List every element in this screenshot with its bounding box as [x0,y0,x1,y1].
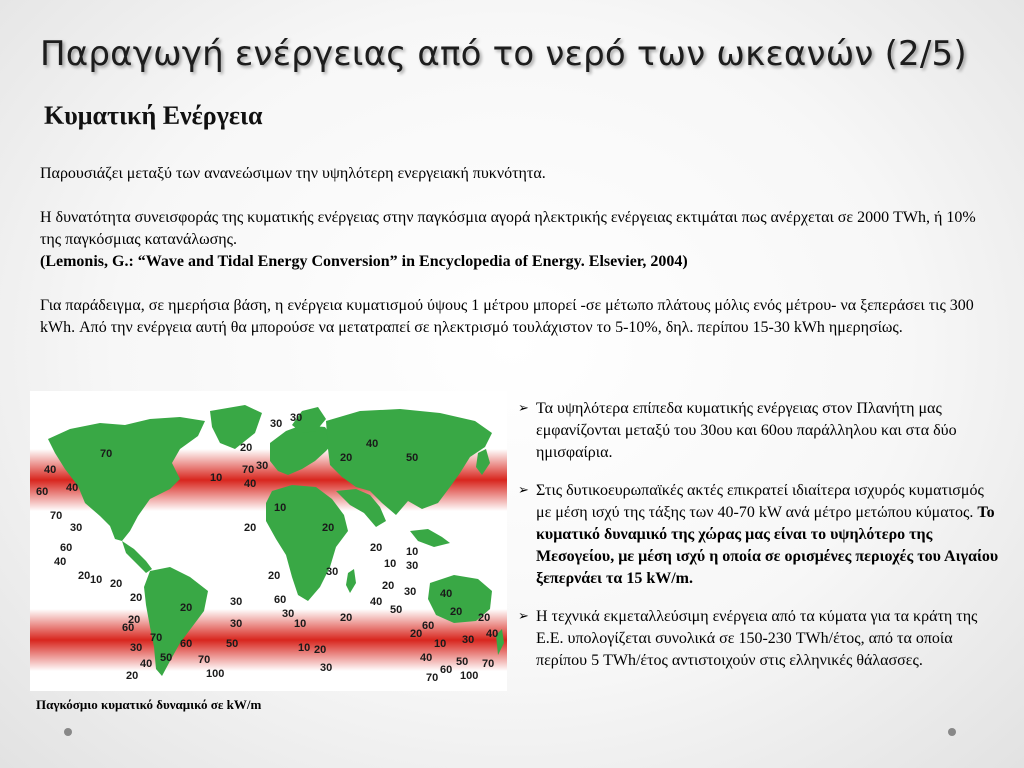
map-value-label: 30 [462,634,475,646]
bullet-text: Η τεχνικά εκμεταλλεύσιμη ενέργεια από τα κύματα για τα κράτη της Ε.Ε. υπολογίζεται συνολικά σε 150-230 TWh/έτος, από τα οποία περίπου 5 TWh/έτος αντιστοιχούν στις ελληνικές θάλασσες. [536,608,978,669]
map-value-label: 30 [282,608,295,620]
map-value-label: 30 [130,642,143,654]
map-value-label: 20 [314,644,327,656]
map-value-label: 60 [180,638,193,650]
map-value-label: 70 [50,510,63,522]
map-value-label: 40 [370,596,383,608]
map-value-label: 20 [410,628,423,640]
map-value-label: 40 [140,658,153,670]
map-value-label: 50 [456,656,469,668]
map-value-label: 20 [128,614,141,626]
decorative-dot-right [948,728,956,736]
wave-potential-world-map [30,391,507,691]
map-value-label: 40 [54,556,67,568]
arrow-bullet-icon: ➢ [518,401,529,416]
map-value-label: 20 [382,580,395,592]
map-value-label: 40 [244,478,257,490]
map-value-label: 20 [78,570,91,582]
map-value-label: 70 [198,654,211,666]
map-value-label: 30 [230,618,243,630]
map-value-label: 60 [422,620,435,632]
map-value-label: 10 [384,558,397,570]
map-value-label: 30 [320,662,333,674]
slide-title: Παραγωγή ενέργειας από το νερό των ωκεανών (2/5) [40,34,967,74]
map-value-label: 10 [406,546,419,558]
map-value-label: 50 [390,604,403,616]
map-value-label: 20 [340,452,353,464]
map-value-label: 10 [294,618,307,630]
map-value-label: 50 [226,638,239,650]
world-map-graphic [30,391,507,691]
map-value-label: 10 [274,502,287,514]
bullet-text: Τα υψηλότερα επίπεδα κυματικής ενέργειας στον Πλανήτη μας εμφανίζονται μεταξύ του 30ου και 60ου παράλληλου και στα δύο ημισφαίρια. [536,400,957,461]
map-value-label: 40 [420,652,433,664]
reference-citation: (Lemonis, G.: “Wave and Tidal Energy Conversion” in Encyclopedia of Energy. Elsevier, 2004) [40,253,688,270]
map-value-label: 40 [440,588,453,600]
map-value-label: 20 [110,578,123,590]
map-value-label: 40 [366,438,379,450]
map-value-label: 10 [298,642,311,654]
map-value-label: 60 [122,622,135,634]
map-value-label: 20 [478,612,491,624]
map-value-label: 30 [70,522,83,534]
map-value-label: 20 [370,542,383,554]
bullet-bold-text: Το κυματικό δυναμικό της χώρας μας είναι το υψηλότερο της Μεσογείου, με μέση ισχύ η οποία σε ορισμένες περιοχές του Αιγαίου ξεπερνάει τα 15 kW/m. [536,504,999,587]
map-value-label: 70 [100,448,113,460]
map-value-label: 30 [326,566,339,578]
map-value-label: 10 [434,638,447,650]
map-value-label: 10 [90,574,103,586]
map-value-label: 100 [206,668,225,680]
map-value-label: 50 [160,652,173,664]
map-value-label: 40 [44,464,57,476]
map-value-label: 30 [230,596,243,608]
map-value-label: 70 [150,632,163,644]
map-value-label: 30 [406,560,419,572]
map-value-label: 60 [60,542,73,554]
map-value-label: 30 [290,412,303,424]
map-caption: Παγκόσμιο κυματικό δυναμικό σε kW/m [36,697,262,712]
slide-subtitle: Κυματική Ενέργεια [44,101,263,130]
map-value-label: 30 [270,418,283,430]
map-value-label: 20 [268,570,281,582]
map-value-label: 20 [126,670,139,682]
map-value-label: 20 [240,442,253,454]
map-value-label: 100 [460,670,479,682]
paragraph-energy-density: Παρουσιάζει μεταξύ των ανανεώσιμων την υψηλότερη ενεργειακή πυκνότητα. [40,165,546,182]
map-value-label: 10 [210,472,223,484]
map-value-label: 60 [36,486,49,498]
map-value-label: 20 [322,522,335,534]
map-value-label: 50 [406,452,419,464]
arrow-bullet-icon: ➢ [518,483,529,498]
map-value-label: 30 [256,460,269,472]
decorative-dot-left [64,728,72,736]
bullet-list [518,398,1000,688]
map-value-label: 70 [482,658,495,670]
bullet-item-eu-potential [518,606,1000,672]
paragraph-example: Για παράδειγμα, σε ημερήσια βάση, η ενέργεια κυματισμού ύψους 1 μέτρου μπορεί -σε μέτωπο πλάτους μόλις ενός μέτρου- να ξεπεράσει τις 300 kWh. Από την ενέργεια αυτή θα μπορούσε να μετατραπεί σε ηλεκτρισμό τουλάχιστον το 5-10%, δηλ. περίπου 15-30 kWh ημερησίως. [40,297,974,336]
map-value-label: 60 [440,664,453,676]
bullet-item-western-europe [518,480,1000,590]
map-value-label: 20 [130,592,143,604]
map-value-label: 30 [404,586,417,598]
map-value-label: 40 [66,482,79,494]
map-value-label: 40 [486,628,499,640]
bullet-item-latitude [518,398,1000,464]
map-value-label: 20 [450,606,463,618]
map-value-label: 20 [340,612,353,624]
map-value-label: 20 [244,522,257,534]
map-value-label: 60 [274,594,287,606]
intro-text [40,163,990,339]
paragraph-global-contribution: Η δυνατότητα συνεισφοράς της κυματικής ενέργειας στην παγκόσμια αγορά ηλεκτρικής ενέργειας εκτιμάται πως ανέρχεται σε 2000 TWh, ή 10% της παγκόσμιας κατανάλωσης. [40,209,976,248]
map-value-label: 70 [242,464,255,476]
map-value-label: 70 [426,672,439,684]
arrow-bullet-icon: ➢ [518,609,529,624]
bullet-text: Στις δυτικοευρωπαϊκές ακτές επικρατεί ιδιαίτερα ισχυρός κυματισμός με μέση ισχύ της τάξης των 40-70 kW ανά μέτρο μετώπου κύματος. [536,482,984,521]
map-value-label: 20 [180,602,193,614]
